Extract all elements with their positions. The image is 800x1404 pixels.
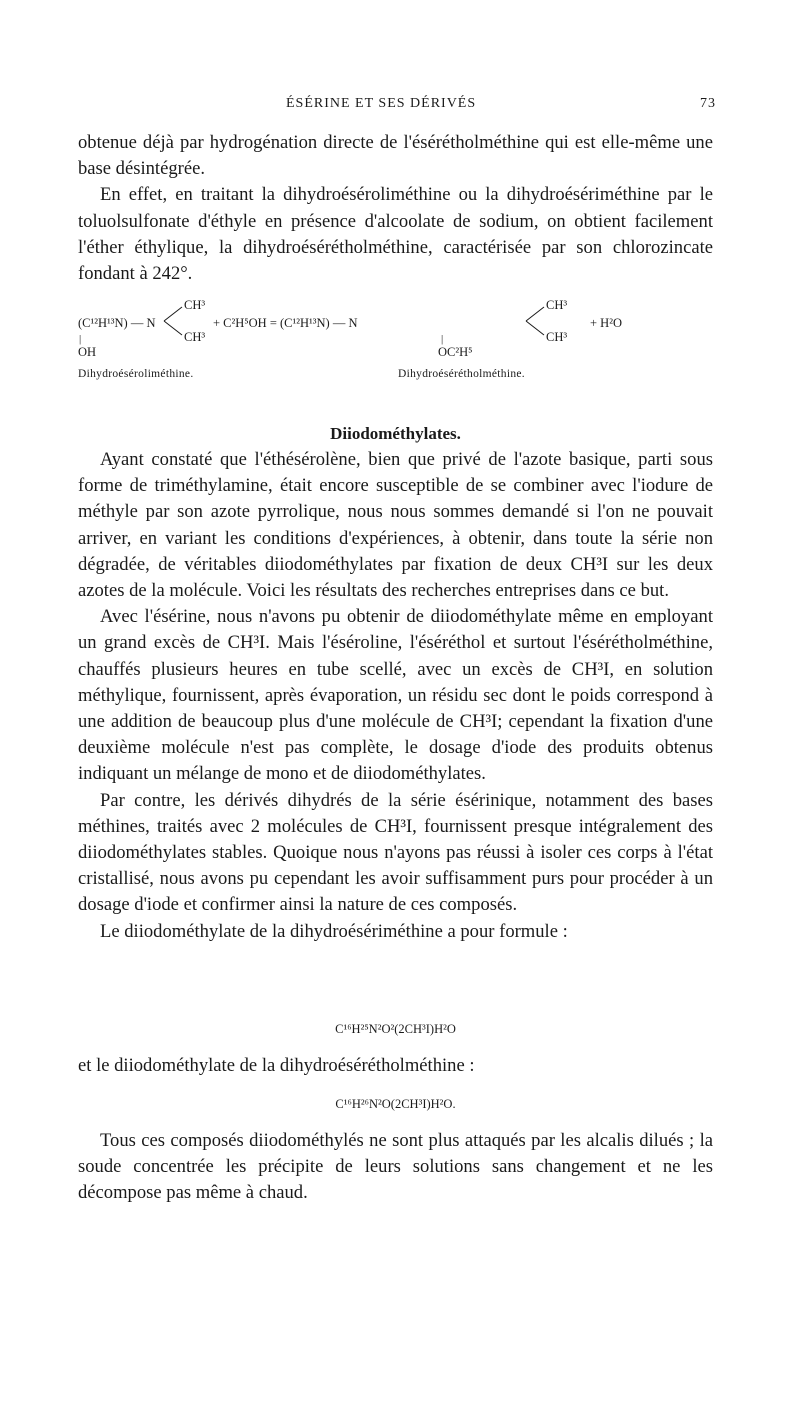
- paragraph: En effet, en traitant la dihydroéséroliméthine ou la dihydroésériméthine par le toluolsulfonate d'éthyle en présence d'alcoolate de sodium, on obtient facilement l'éther éthylique, la dihydroésérétholméthine, caractérisée par son chlorozincate fondant à 242°.: [78, 184, 713, 285]
- bond-fork-left: [162, 304, 186, 338]
- paragraph: et le diiodométhylate de la dihydroésérétholméthine :: [78, 1055, 475, 1076]
- equation-plus-water: + H²O: [590, 316, 622, 330]
- body-text-top: [78, 130, 713, 287]
- running-head: [0, 96, 800, 120]
- equation-left-group: (C¹²H¹³N) — N: [78, 316, 156, 330]
- equation-right-sub2: CH³: [546, 330, 568, 344]
- formula-diiodo-dihydroeserimethine: C¹⁶H²⁵N²O²(2CH³I)H²O: [335, 1022, 456, 1036]
- paragraph: Ayant constaté que l'éthésérolène, bien que privé de l'azote basique, parti sous forme de triméthylamine, était encore susceptible de se combiner avec l'iodure de méthyle par son azote pyrrolique, nous nous sommes demandé si l'on ne pouvait arriver, en variant les conditions d'expériences, à obtenir, dans toute la série non dégradée, de véritables diiodométhylates par fixation de deux CH³I sur les deux azotes de la molécule. Voici les résultats des recherches entreprises dans ce but.: [78, 449, 713, 602]
- body-text-middle: [78, 447, 713, 945]
- caption-left: Dihydroéséroliméthine.: [78, 368, 194, 380]
- body-text-formula2-intro: [78, 1053, 713, 1079]
- paragraph: obtenue déjà par hydrogénation directe de l'ésérétholméthine qui est elle-même une base désintégrée.: [78, 132, 713, 180]
- paragraph: Tous ces composés diiodométhylés ne sont plus attaqués par les alcalis dilués ; la soude concentrée les précipite de leurs solutions sans changement et ne les décompose pas même à chaud.: [78, 1130, 713, 1204]
- equation-middle: + C²H⁵OH = (C¹²H¹³N) — N: [213, 316, 358, 330]
- equation-left-sub1: CH³: [184, 298, 206, 312]
- running-head-title: ÉSÉRINE ET SES DÉRIVÉS: [286, 96, 477, 111]
- section-heading: Diiodométhylates.: [330, 424, 461, 443]
- bond-vertical-left: |: [79, 333, 82, 345]
- equation-left-oh: OH: [78, 345, 97, 359]
- paragraph: Le diiodométhylate de la dihydroésériméthine a pour formule :: [100, 920, 568, 942]
- body-text-bottom: [78, 1128, 713, 1207]
- page-number: 73: [700, 96, 716, 111]
- formula-diiodo-dihydroeserethol-methine: C¹⁶H²⁶N²O(2CH³I)H²O.: [335, 1097, 456, 1111]
- bond-fork-right: [524, 304, 548, 338]
- equation-right-oc: OC²H⁵: [438, 345, 473, 359]
- equation-left-sub2: CH³: [184, 330, 206, 344]
- equation-right-sub1: CH³: [546, 298, 568, 312]
- caption-right: Dihydroésérétholméthine.: [398, 368, 525, 380]
- paragraph: Avec l'ésérine, nous n'avons pu obtenir de diiodométhylate même en employant un grand excès de CH³I. Mais l'éséroline, l'éséréthol et surtout l'ésérétholméthine, chauffés plusieurs heures en tube scellé, avec un excès de CH³I, en solution méthylique, fournissent, après évaporation, un résidu sec dont le poids correspond à une addition de beaucoup plus d'une molécule de CH³I; cependant la fixation d'une deuxième molécule n'est pas complète, le dosage d'iode des produits obtenus indiquant un mélange de mono et de diiodométhylates.: [78, 606, 713, 785]
- bond-vertical-right: |: [441, 333, 444, 345]
- paragraph: Par contre, les dérivés dihydrés de la série ésérinique, notamment des bases méthines, traités avec 2 molécules de CH³I, fournissent presque intégralement des diiodométhylates stables. Quoique nous n'ayons pas réussi à isoler ces corps à l'état cristallisé, nous avons pu cependant les avoir suffisamment purs pour procéder à un dosage d'iode et confirmer ainsi la nature de ces composés.: [78, 789, 713, 916]
